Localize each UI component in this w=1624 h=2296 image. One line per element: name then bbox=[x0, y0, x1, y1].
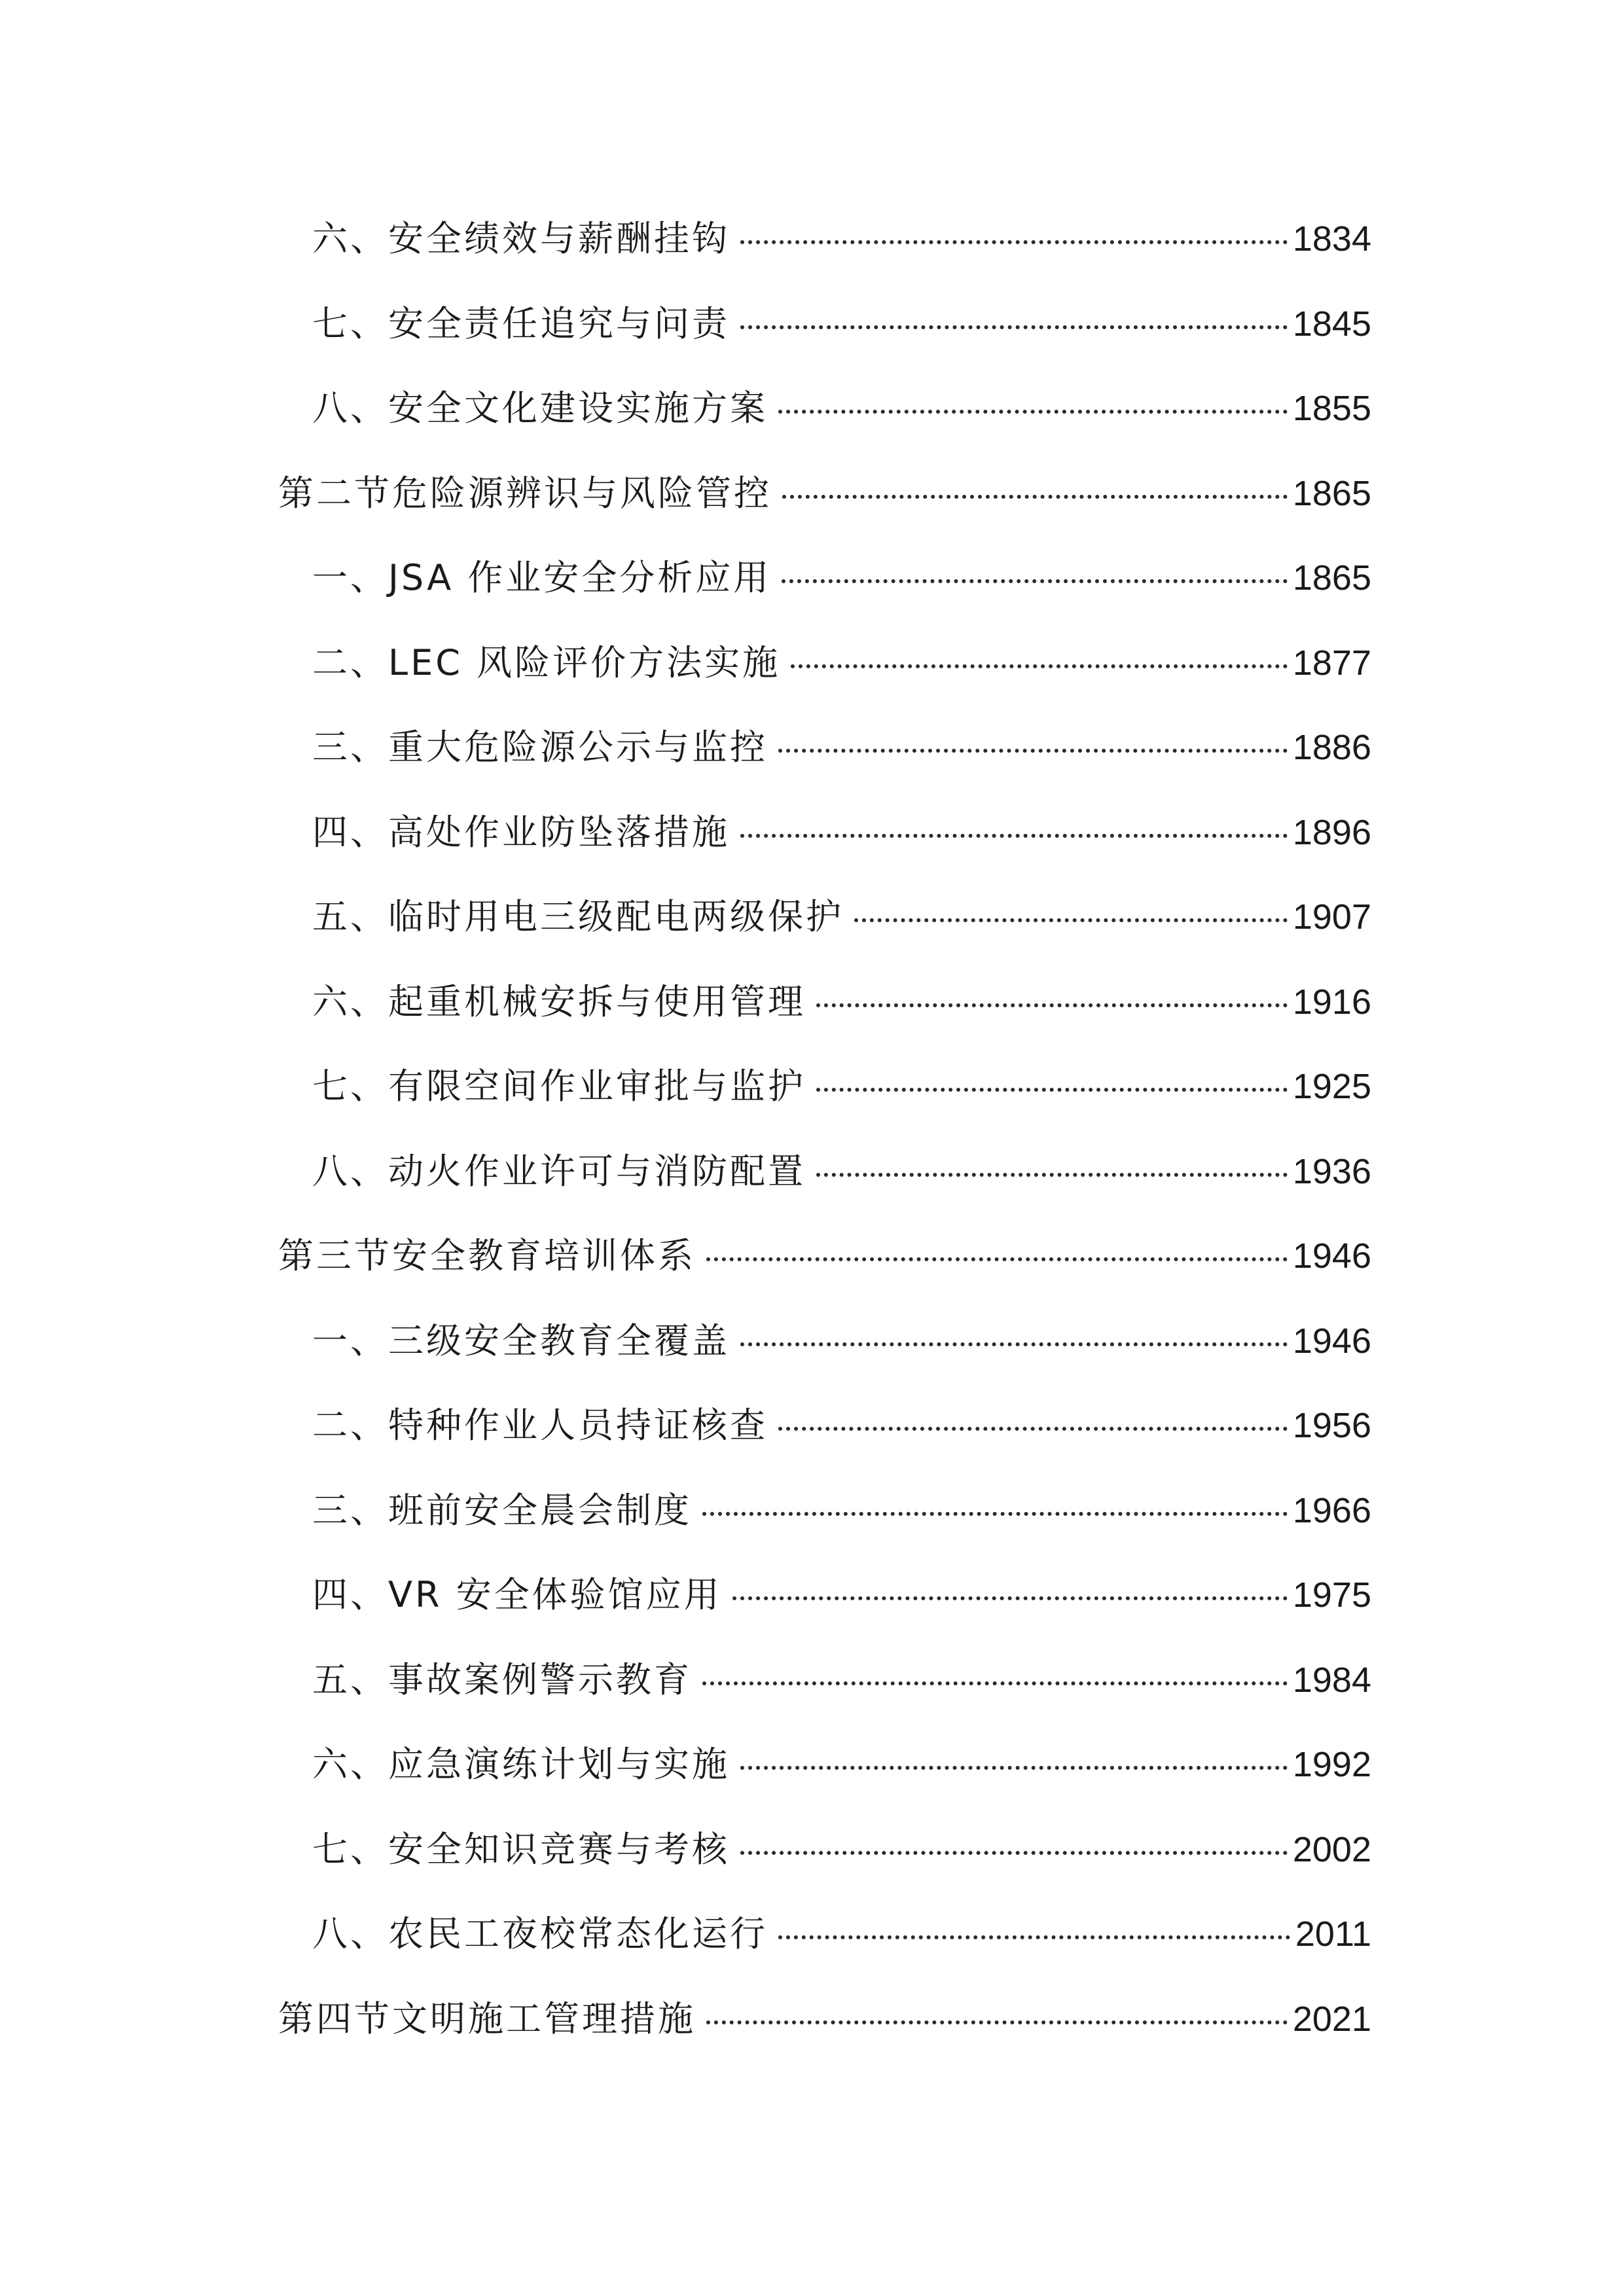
toc-entry-page: 1865 bbox=[1292, 558, 1371, 598]
toc-entry-title: 第二节危险源辨识与风险管控 bbox=[278, 472, 772, 514]
table-of-contents bbox=[278, 196, 1371, 2061]
toc-section-entry[interactable] bbox=[278, 451, 1371, 536]
toc-entry[interactable] bbox=[278, 281, 1371, 367]
toc-entry-page: 1925 bbox=[1292, 1067, 1371, 1106]
dot-leader bbox=[706, 2020, 1288, 2024]
toc-entry[interactable] bbox=[278, 874, 1371, 960]
toc-entry[interactable] bbox=[278, 535, 1371, 620]
toc-entry[interactable] bbox=[278, 1722, 1371, 1807]
dot-leader bbox=[778, 410, 1288, 414]
toc-entry[interactable] bbox=[278, 960, 1371, 1045]
toc-entry-title: 五、临时用电三级配电两级保护 bbox=[312, 896, 844, 937]
toc-entry-page: 1946 bbox=[1292, 1321, 1371, 1361]
dot-leader bbox=[740, 325, 1288, 329]
toc-entry-page: 2002 bbox=[1292, 1829, 1371, 1869]
toc-section-entry[interactable] bbox=[278, 1213, 1371, 1299]
dot-leader bbox=[778, 1935, 1290, 1939]
toc-entry-page: 2011 bbox=[1295, 1914, 1371, 1954]
toc-entry[interactable] bbox=[278, 620, 1371, 706]
toc-entry-page: 1855 bbox=[1292, 389, 1371, 428]
toc-entry-title: 六、起重机械安拆与使用管理 bbox=[312, 980, 806, 1022]
toc-entry[interactable] bbox=[278, 366, 1371, 451]
toc-entry-title: 八、农民工夜校常态化运行 bbox=[312, 1913, 768, 1954]
toc-entry-title: 第四节文明施工管理措施 bbox=[278, 1998, 696, 2039]
toc-entry-title: 五、事故案例警示教育 bbox=[312, 1659, 692, 1700]
toc-entry-page: 1984 bbox=[1292, 1660, 1371, 1700]
dot-leader bbox=[778, 749, 1288, 753]
toc-entry-title: 七、安全知识竞赛与考核 bbox=[312, 1828, 730, 1870]
toc-entry-page: 1916 bbox=[1292, 982, 1371, 1022]
dot-leader bbox=[732, 1596, 1288, 1600]
toc-entry-page: 1845 bbox=[1292, 304, 1371, 344]
dot-leader bbox=[854, 918, 1288, 922]
toc-entry-page: 1936 bbox=[1292, 1151, 1371, 1191]
dot-leader bbox=[740, 1342, 1288, 1346]
toc-entry[interactable] bbox=[278, 790, 1371, 875]
toc-entry[interactable] bbox=[278, 1807, 1371, 1892]
dot-leader bbox=[778, 1427, 1288, 1431]
toc-entry[interactable] bbox=[278, 1299, 1371, 1384]
toc-entry[interactable] bbox=[278, 196, 1371, 281]
toc-entry-title: 七、有限空间作业审批与监护 bbox=[312, 1066, 806, 1107]
dot-leader bbox=[816, 1003, 1288, 1007]
toc-entry-title: 三、班前安全晨会制度 bbox=[312, 1489, 692, 1531]
toc-entry-title: 六、安全绩效与薪酬挂钩 bbox=[312, 218, 730, 259]
toc-entry[interactable] bbox=[278, 1638, 1371, 1723]
toc-entry[interactable] bbox=[278, 705, 1371, 790]
toc-entry-page: 1877 bbox=[1292, 643, 1371, 683]
toc-entry[interactable] bbox=[278, 1129, 1371, 1214]
toc-entry-page: 1886 bbox=[1292, 728, 1371, 767]
dot-leader bbox=[706, 1257, 1288, 1261]
dot-leader bbox=[816, 1173, 1288, 1177]
toc-entry-page: 1946 bbox=[1292, 1236, 1371, 1276]
toc-entry-title: 一、三级安全教育全覆盖 bbox=[312, 1319, 730, 1361]
toc-entry-page: 1975 bbox=[1292, 1575, 1371, 1615]
toc-entry-page: 1865 bbox=[1292, 473, 1371, 513]
toc-entry-title: 第三节安全教育培训体系 bbox=[278, 1235, 696, 1276]
toc-entry-title: 二、特种作业人员持证核查 bbox=[312, 1405, 768, 1446]
dot-leader bbox=[740, 1766, 1288, 1770]
toc-entry-title: 六、应急演练计划与实施 bbox=[312, 1744, 730, 1785]
toc-entry[interactable] bbox=[278, 1468, 1371, 1553]
dot-leader bbox=[702, 1681, 1288, 1685]
dot-leader bbox=[782, 579, 1288, 583]
toc-section-entry[interactable] bbox=[278, 1977, 1371, 2062]
dot-leader bbox=[782, 495, 1288, 499]
toc-entry-page: 2021 bbox=[1292, 1999, 1371, 2039]
toc-entry-page: 1907 bbox=[1292, 897, 1371, 937]
toc-entry-title: 四、高处作业防坠落措施 bbox=[312, 811, 730, 853]
toc-entry-title: 三、重大危险源公示与监控 bbox=[312, 726, 768, 768]
dot-leader bbox=[791, 664, 1288, 668]
toc-entry-page: 1834 bbox=[1292, 219, 1371, 259]
toc-entry-page: 1896 bbox=[1292, 812, 1371, 852]
dot-leader bbox=[740, 240, 1288, 244]
toc-entry-title: 七、安全责任追究与问责 bbox=[312, 302, 730, 344]
toc-entry[interactable] bbox=[278, 1892, 1371, 1977]
toc-entry[interactable] bbox=[278, 1044, 1371, 1129]
toc-entry-title: 四、VR 安全体验馆应用 bbox=[312, 1574, 722, 1615]
dot-leader bbox=[740, 834, 1288, 838]
toc-entry-title: 二、LEC 风险评价方法实施 bbox=[312, 641, 781, 683]
toc-entry-title: 八、动火作业许可与消防配置 bbox=[312, 1150, 806, 1192]
dot-leader bbox=[702, 1512, 1288, 1516]
dot-leader bbox=[816, 1088, 1288, 1092]
toc-entry[interactable] bbox=[278, 1383, 1371, 1468]
toc-entry-title: 一、JSA 作业安全分析应用 bbox=[312, 557, 772, 598]
dot-leader bbox=[740, 1851, 1288, 1855]
toc-entry[interactable] bbox=[278, 1552, 1371, 1638]
toc-entry-page: 1956 bbox=[1292, 1406, 1371, 1445]
toc-entry-title: 八、安全文化建设实施方案 bbox=[312, 387, 768, 429]
toc-entry-page: 1992 bbox=[1292, 1745, 1371, 1784]
toc-entry-page: 1966 bbox=[1292, 1490, 1371, 1530]
